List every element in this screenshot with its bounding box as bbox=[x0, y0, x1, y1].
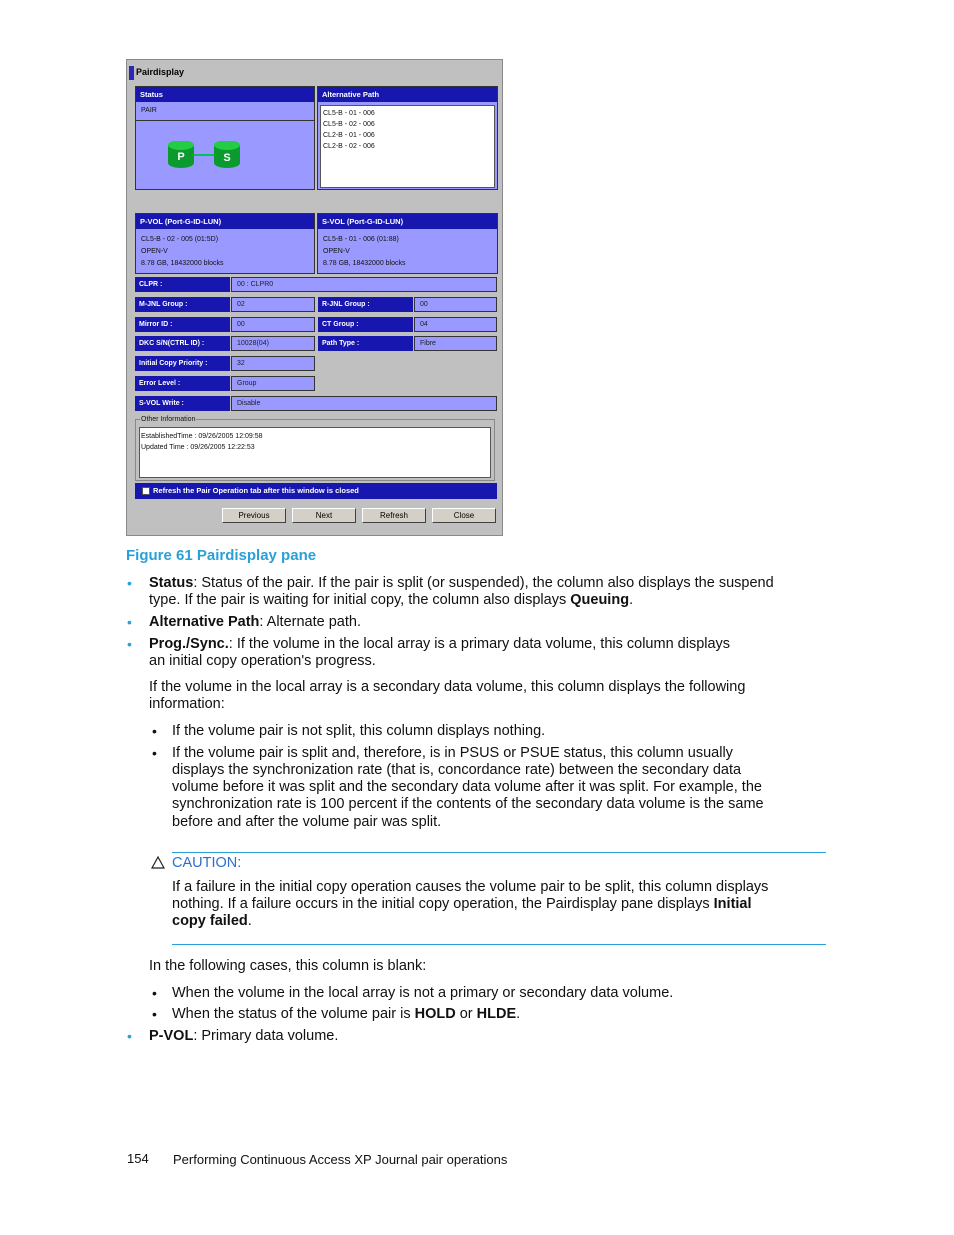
svol-header: S-VOL (Port-G-ID-LUN) bbox=[318, 214, 497, 229]
refresh-checkbox[interactable] bbox=[142, 487, 150, 495]
bullet: • bbox=[127, 1028, 132, 1044]
sub-item-2-line: synchronization rate is 100 percent if the contents of the secondary data volume is the same bbox=[172, 796, 764, 812]
page-number: 154 bbox=[127, 1151, 149, 1166]
prog-item-line2: an initial copy operation's progress. bbox=[149, 653, 376, 669]
mjnl-value: 02 bbox=[231, 297, 315, 312]
sub-item-2-line: displays the synchronization rate (that is, concordance rate) between the secondary data bbox=[172, 762, 742, 778]
figure-caption: Figure 61 Pairdisplay pane bbox=[126, 547, 317, 564]
altpath-text: : Alternate path. bbox=[259, 614, 361, 630]
caution-text-2: nothing. If a failure occurs in the initial copy operation, the Pairdisplay pane displays bbox=[172, 896, 714, 912]
ct-group-label: CT Group : bbox=[318, 317, 413, 332]
bullet: • bbox=[127, 575, 132, 591]
period: . bbox=[247, 913, 252, 929]
status-text-2: type. If the pair is waiting for initial copy, the column also displays bbox=[149, 592, 571, 608]
status-value: PAIR bbox=[141, 107, 157, 114]
refresh-button[interactable]: Refresh bbox=[362, 508, 426, 523]
altpath-item bbox=[149, 614, 361, 631]
prog-item-line1 bbox=[149, 636, 730, 653]
secondary-para-line1: If the volume in the local array is a secondary data volume, this column displays the following bbox=[149, 679, 746, 695]
caution-line1: If a failure in the initial copy operation causes the volume pair to be split, this column displays bbox=[172, 879, 769, 895]
blank2-hlde: HLDE bbox=[476, 1006, 517, 1022]
svol-line: CL5-B - 01 - 006 (01:88) bbox=[323, 236, 399, 243]
previous-button[interactable]: Previous bbox=[222, 508, 286, 523]
clpr-label: CLPR : bbox=[135, 277, 230, 292]
pvol-panel bbox=[135, 213, 315, 274]
status-item-line1 bbox=[149, 575, 774, 592]
caution-bottom-rule bbox=[172, 944, 826, 945]
svol-disk-icon bbox=[214, 141, 240, 168]
chapter-title: Performing Continuous Access XP Journal pair operations bbox=[173, 1152, 508, 1167]
alt-path-item[interactable]: CL5-B - 02 - 006 bbox=[323, 121, 375, 128]
alt-path-item[interactable]: CL2-B - 01 - 006 bbox=[323, 132, 375, 139]
sub-item-2-line: If the volume pair is split and, therefore, is in PSUS or PSUE status, this column usually bbox=[172, 745, 733, 761]
refresh-checkbox-row[interactable] bbox=[135, 483, 497, 499]
pvol-line: OPEN-V bbox=[141, 248, 168, 255]
blank2-or: or bbox=[455, 1006, 477, 1022]
pvol-line: 8.78 GB, 18432000 blocks bbox=[141, 260, 224, 267]
prog-text: : If the volume in the local array is a primary data volume, this column displays bbox=[228, 636, 731, 652]
alt-path-header: Alternative Path bbox=[318, 87, 497, 102]
svol-line: 8.78 GB, 18432000 blocks bbox=[323, 260, 406, 267]
error-level-value: Group bbox=[231, 376, 315, 391]
ct-group-value: 04 bbox=[414, 317, 497, 332]
pair-diagram-icon bbox=[166, 141, 246, 171]
pvol-term: P-VOL bbox=[149, 1028, 194, 1044]
pvol-item bbox=[149, 1028, 338, 1045]
status-panel bbox=[135, 86, 315, 190]
path-type-value: Fibre bbox=[414, 336, 497, 351]
caution-label: CAUTION: bbox=[172, 855, 242, 871]
next-button[interactable]: Next bbox=[292, 508, 356, 523]
alt-path-item[interactable]: CL5-B - 01 - 006 bbox=[323, 110, 375, 117]
sub-bullet: • bbox=[152, 723, 157, 739]
other-info-line: Updated Time : 09/26/2005 12:22:53 bbox=[141, 444, 255, 451]
sub-bullet: • bbox=[152, 1006, 157, 1022]
caution-triangle-icon bbox=[151, 856, 165, 869]
pairdisplay-window bbox=[126, 59, 503, 536]
blank-item-2 bbox=[172, 1006, 520, 1023]
other-info-text[interactable] bbox=[139, 427, 491, 478]
pvol-disk-icon bbox=[168, 141, 194, 168]
sub-bullet: • bbox=[152, 745, 157, 761]
status-value-row bbox=[136, 102, 314, 121]
title-marker bbox=[129, 66, 134, 80]
refresh-checkbox-label: Refresh the Pair Operation tab after this window is closed bbox=[153, 486, 359, 495]
svol-panel bbox=[317, 213, 498, 274]
caution-top-rule bbox=[172, 852, 826, 853]
window-title: Pairdisplay bbox=[136, 67, 185, 77]
sub-bullet: • bbox=[152, 985, 157, 1001]
svol-write-value: Disable bbox=[231, 396, 497, 411]
other-info-group bbox=[135, 416, 495, 481]
pvol-icon-label: P bbox=[177, 151, 185, 163]
alt-path-item[interactable]: CL2-B - 02 - 006 bbox=[323, 143, 375, 150]
other-info-label: Other Information bbox=[141, 416, 196, 423]
blank-item-1: When the volume in the local array is not a primary or secondary data volume. bbox=[172, 985, 674, 1001]
pvol-header: P-VOL (Port-G-ID-LUN) bbox=[136, 214, 314, 229]
mirror-id-label: Mirror ID : bbox=[135, 317, 230, 332]
period: . bbox=[629, 592, 634, 608]
pvol-line: CL5-B - 02 - 005 (01:5D) bbox=[141, 236, 219, 243]
caution-line2 bbox=[172, 896, 752, 913]
status-item-line2 bbox=[149, 592, 633, 609]
svol-icon-label: S bbox=[223, 152, 231, 164]
period: . bbox=[516, 1006, 521, 1022]
alt-path-panel bbox=[317, 86, 498, 190]
status-header: Status bbox=[136, 87, 314, 102]
other-info-line: EstablishedTime : 09/26/2005 12:09:58 bbox=[141, 433, 263, 440]
error-level-label: Error Level : bbox=[135, 376, 230, 391]
initial-copy-priority-value: 32 bbox=[231, 356, 315, 371]
svol-line: OPEN-V bbox=[323, 248, 350, 255]
caution-bold-2: copy failed bbox=[172, 913, 248, 929]
secondary-para-line2: information: bbox=[149, 696, 225, 712]
prog-term: Prog./Sync. bbox=[149, 636, 229, 652]
caution-bold-1: Initial bbox=[713, 896, 752, 912]
caution-line3 bbox=[172, 913, 252, 930]
mirror-id-value: 00 bbox=[231, 317, 315, 332]
pvol-text: : Primary data volume. bbox=[193, 1028, 339, 1044]
close-button[interactable]: Close bbox=[432, 508, 496, 523]
bullet: • bbox=[127, 614, 132, 630]
mjnl-label: M-JNL Group : bbox=[135, 297, 230, 312]
status-term: Status bbox=[149, 575, 194, 591]
bullet: • bbox=[127, 636, 132, 652]
sub-item-2-line: volume before it was split and the secondary data volume after it was split. For example, the bbox=[172, 779, 762, 795]
status-text: : Status of the pair. If the pair is split (or suspended), the column also displays the suspend bbox=[193, 575, 774, 591]
path-type-label: Path Type : bbox=[318, 336, 413, 351]
rjnl-label: R-JNL Group : bbox=[318, 297, 413, 312]
sub-item-2-line: before and after the volume pair was split. bbox=[172, 814, 442, 830]
dkc-value: 10028(04) bbox=[231, 336, 315, 351]
svol-write-label: S-VOL Write : bbox=[135, 396, 230, 411]
rjnl-value: 00 bbox=[414, 297, 497, 312]
clpr-value: 00 : CLPR0 bbox=[231, 277, 497, 292]
altpath-term: Alternative Path bbox=[149, 614, 260, 630]
blank-intro: In the following cases, this column is blank: bbox=[149, 958, 427, 974]
dkc-label: DKC S/N(CTRL ID) : bbox=[135, 336, 230, 351]
blank2-pre: When the status of the volume pair is bbox=[172, 1006, 415, 1022]
status-queuing: Queuing bbox=[570, 592, 630, 608]
blank2-hold: HOLD bbox=[414, 1006, 456, 1022]
alt-path-list[interactable] bbox=[320, 105, 495, 188]
initial-copy-priority-label: Initial Copy Priority : bbox=[135, 356, 230, 371]
sub-item-1: If the volume pair is not split, this column displays nothing. bbox=[172, 723, 546, 739]
